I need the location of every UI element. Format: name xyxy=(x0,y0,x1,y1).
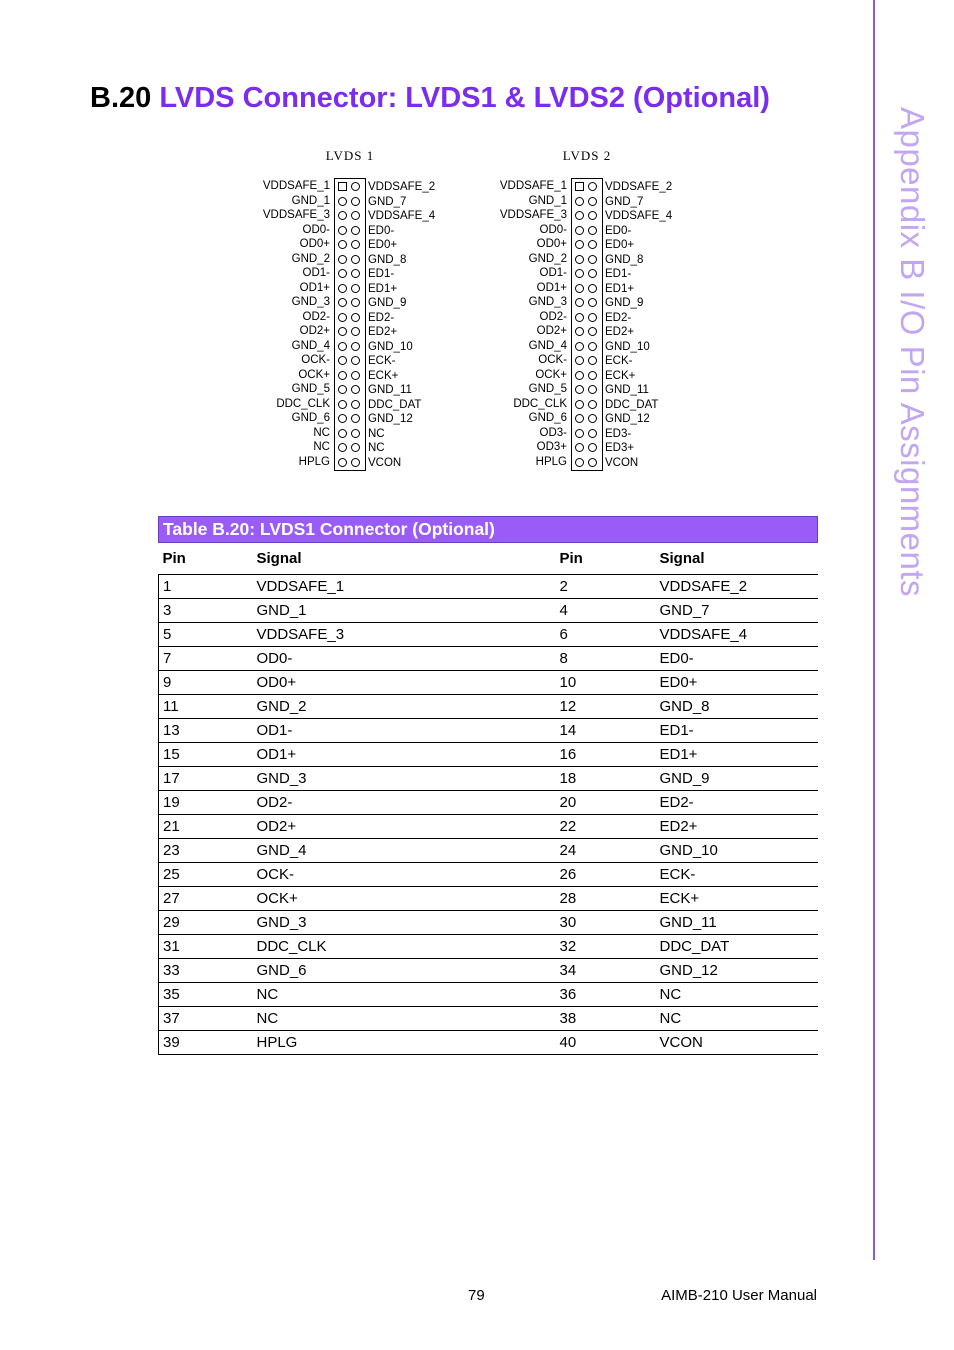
pin-label-left: OD1+ xyxy=(299,281,330,294)
table-row xyxy=(159,935,819,959)
pin-label-right: ED1- xyxy=(605,268,632,280)
table-row xyxy=(159,695,819,719)
pin-26 xyxy=(588,356,597,365)
table-cell: DDC_DAT xyxy=(656,935,819,959)
pin-label-left: OD3- xyxy=(539,426,567,439)
pin-36 xyxy=(351,429,360,438)
pin-label-right: GND_10 xyxy=(368,340,413,353)
pin-16 xyxy=(588,284,597,293)
table-cell: GND_12 xyxy=(656,959,819,983)
pin-label-right: GND_11 xyxy=(605,384,649,396)
pin-40 xyxy=(351,458,360,467)
pin-label-right: ECK- xyxy=(605,355,633,367)
pin-label-left: GND_5 xyxy=(528,383,567,395)
pin-2 xyxy=(588,182,597,191)
pin-label-left: VDDSAFE_1 xyxy=(499,180,567,192)
pin-14 xyxy=(588,269,597,278)
table-cell: 15 xyxy=(159,743,253,767)
pin-label-left: GND_3 xyxy=(528,296,567,308)
pin-5 xyxy=(575,211,584,220)
pin-18 xyxy=(351,298,360,307)
pin-25 xyxy=(338,356,347,365)
table-cell: VDDSAFE_1 xyxy=(253,575,556,599)
pin-label-right: ECK+ xyxy=(368,369,399,382)
lvds1-header-outline xyxy=(334,178,366,471)
pin-label-right: ED2- xyxy=(605,311,632,324)
table-cell: OD0- xyxy=(253,647,556,671)
column-header: Pin xyxy=(556,543,656,575)
pin-37 xyxy=(338,443,347,452)
pin-38 xyxy=(351,443,360,452)
pin-37 xyxy=(575,443,584,452)
pin-label-left: GND_2 xyxy=(528,252,567,265)
pin-15 xyxy=(575,284,584,293)
pin-label-left: OD2+ xyxy=(299,325,330,337)
pin-29 xyxy=(338,385,347,394)
pin-label-left: OCK- xyxy=(301,354,330,366)
pin-label-right: VDDSAFE_2 xyxy=(368,181,436,193)
pin-label-left: NC xyxy=(313,441,330,453)
table-cell: 35 xyxy=(159,983,253,1007)
table-row xyxy=(159,815,819,839)
lvds2-header-outline xyxy=(571,178,603,471)
section-number: B.20 xyxy=(90,82,152,114)
table-header xyxy=(159,543,819,575)
table-cell: VDDSAFE_4 xyxy=(656,623,819,647)
table-cell: VCON xyxy=(656,1031,819,1055)
pin-label-right: ED1+ xyxy=(368,282,398,295)
pin-label-left: OD2- xyxy=(302,310,330,323)
pin-19 xyxy=(338,313,347,322)
pin-22 xyxy=(588,327,597,336)
table-cell: 10 xyxy=(556,671,656,695)
pin-31 xyxy=(575,400,584,409)
table-cell: OCK+ xyxy=(253,887,556,911)
pin-label-right: GND_10 xyxy=(605,340,650,353)
table-cell: 38 xyxy=(556,1007,656,1031)
table-cell: GND_3 xyxy=(253,767,556,791)
pin-13 xyxy=(575,269,584,278)
pin-label-right: NC xyxy=(368,442,385,454)
pin-label-right: DDC_DAT xyxy=(368,398,422,411)
pin-label-left: OD0- xyxy=(539,223,567,236)
pin-label-left: OD1- xyxy=(302,267,330,279)
pin-8 xyxy=(351,226,360,235)
page-number: 79 xyxy=(468,1287,485,1304)
pin-34 xyxy=(351,414,360,423)
table-cell: ED0+ xyxy=(656,671,819,695)
table-cell: 8 xyxy=(556,647,656,671)
table-row xyxy=(159,839,819,863)
pin-label-left: OD3+ xyxy=(536,441,567,453)
table-row xyxy=(159,575,819,599)
table-cell: GND_7 xyxy=(656,599,819,623)
pin-16 xyxy=(351,284,360,293)
table-row xyxy=(159,719,819,743)
pin-4 xyxy=(588,197,597,206)
pin-label-left: DDC_CLK xyxy=(276,397,330,410)
pin-label-left: OD1- xyxy=(539,267,567,279)
table-cell: VDDSAFE_2 xyxy=(656,575,819,599)
pin-35 xyxy=(575,429,584,438)
pin-34 xyxy=(588,414,597,423)
table-cell: 28 xyxy=(556,887,656,911)
pin-label-left: VDDSAFE_1 xyxy=(262,180,330,192)
pin-6 xyxy=(351,211,360,220)
pin-6 xyxy=(588,211,597,220)
table-cell: HPLG xyxy=(253,1031,556,1055)
table-cell: 5 xyxy=(159,623,253,647)
pin-label-right: ED2+ xyxy=(605,326,635,338)
pin-label-right: ECK+ xyxy=(605,369,636,382)
pin-label-right: VDDSAFE_4 xyxy=(605,210,673,222)
table-cell: VDDSAFE_3 xyxy=(253,623,556,647)
table-cell: 36 xyxy=(556,983,656,1007)
pin-label-right: ED3+ xyxy=(605,442,635,454)
pin-9 xyxy=(338,240,347,249)
pin-label-left: GND_4 xyxy=(291,339,330,352)
pin-label-right: ED1+ xyxy=(605,282,635,295)
pin-label-right: GND_9 xyxy=(368,297,407,309)
pin-4 xyxy=(351,197,360,206)
table-cell: GND_4 xyxy=(253,839,556,863)
table-cell: OD2- xyxy=(253,791,556,815)
pin-label-left: DDC_CLK xyxy=(513,397,567,410)
pin-7 xyxy=(338,226,347,235)
pin-label-left: OD2- xyxy=(539,310,567,323)
pin-label-left: GND_6 xyxy=(291,412,330,424)
section-title: LVDS Connector: LVDS1 & LVDS2 (Optional) xyxy=(159,82,770,114)
table-row xyxy=(159,1007,819,1031)
table-cell: OD1+ xyxy=(253,743,556,767)
side-rule xyxy=(873,0,875,1260)
pin-label-left: OCK+ xyxy=(298,368,330,381)
pin-36 xyxy=(588,429,597,438)
table-cell: NC xyxy=(656,983,819,1007)
pin-label-right: DDC_DAT xyxy=(605,398,659,411)
table-row xyxy=(159,743,819,767)
table-cell: ED1+ xyxy=(656,743,819,767)
pin-label-right: GND_7 xyxy=(368,195,407,208)
table-title: Table B.20: LVDS1 Connector (Optional) xyxy=(158,516,818,543)
table-row xyxy=(159,623,819,647)
table-cell: ECK+ xyxy=(656,887,819,911)
pin-8 xyxy=(588,226,597,235)
table-cell: GND_8 xyxy=(656,695,819,719)
table-cell: 12 xyxy=(556,695,656,719)
page-title xyxy=(90,82,770,115)
table-cell: NC xyxy=(253,983,556,1007)
pin-label-left: GND_3 xyxy=(291,296,330,308)
pin-11 xyxy=(338,255,347,264)
pin-label-left: GND_5 xyxy=(291,383,330,395)
table-cell: 40 xyxy=(556,1031,656,1055)
pin-28 xyxy=(351,371,360,380)
pin-3 xyxy=(338,197,347,206)
table-cell: 34 xyxy=(556,959,656,983)
pin-label-left: VDDSAFE_3 xyxy=(499,209,567,221)
pin-27 xyxy=(338,371,347,380)
pin-label-right: GND_12 xyxy=(368,413,413,425)
table-row xyxy=(159,767,819,791)
side-title-text: Appendix B I/O Pin Assignments xyxy=(894,106,931,598)
table-cell: 25 xyxy=(159,863,253,887)
pin-39 xyxy=(338,458,347,467)
pin-24 xyxy=(351,342,360,351)
table-cell: 9 xyxy=(159,671,253,695)
table-cell: 31 xyxy=(159,935,253,959)
pin-24 xyxy=(588,342,597,351)
pin-label-right: ED2+ xyxy=(368,326,398,338)
table-cell: GND_1 xyxy=(253,599,556,623)
table-cell: 30 xyxy=(556,911,656,935)
pin-19 xyxy=(575,313,584,322)
table-cell: ED2- xyxy=(656,791,819,815)
pin-5 xyxy=(338,211,347,220)
pin-label-right: ED2- xyxy=(368,311,395,324)
table-cell: 2 xyxy=(556,575,656,599)
pin-label-left: OCK- xyxy=(538,354,567,366)
table-cell: 13 xyxy=(159,719,253,743)
pin-label-left: VDDSAFE_3 xyxy=(262,209,330,221)
pin-10 xyxy=(351,240,360,249)
pin-label-right: GND_11 xyxy=(368,384,412,396)
table-cell: 1 xyxy=(159,575,253,599)
pin-label-left: GND_1 xyxy=(291,194,330,207)
pin-35 xyxy=(338,429,347,438)
table-cell: 6 xyxy=(556,623,656,647)
pin-39 xyxy=(575,458,584,467)
table-cell: 37 xyxy=(159,1007,253,1031)
pin-25 xyxy=(575,356,584,365)
pin-20 xyxy=(351,313,360,322)
pin-label-left: HPLG xyxy=(298,455,330,468)
table-cell: 16 xyxy=(556,743,656,767)
table-body xyxy=(159,575,819,1055)
pin-23 xyxy=(338,342,347,351)
table-cell: 26 xyxy=(556,863,656,887)
pin-label-right: ED0+ xyxy=(368,239,398,251)
pin-18 xyxy=(588,298,597,307)
pin-label-right: GND_9 xyxy=(605,297,644,309)
pin-label-left: OD1+ xyxy=(536,281,567,294)
table-cell: 32 xyxy=(556,935,656,959)
pin-label-right: VCON xyxy=(368,456,402,469)
pin-15 xyxy=(338,284,347,293)
pin-33 xyxy=(338,414,347,423)
table-cell: 11 xyxy=(159,695,253,719)
table-cell: ED2+ xyxy=(656,815,819,839)
pin-label-right: GND_8 xyxy=(605,253,644,266)
table-cell: 7 xyxy=(159,647,253,671)
pin-label-right: NC xyxy=(368,427,385,440)
table-cell: 33 xyxy=(159,959,253,983)
pin-label-left: GND_6 xyxy=(528,412,567,424)
table-cell: OD2+ xyxy=(253,815,556,839)
pin-label-right: VCON xyxy=(605,456,639,469)
pin-17 xyxy=(338,298,347,307)
pin-23 xyxy=(575,342,584,351)
pin-26 xyxy=(351,356,360,365)
pin-13 xyxy=(338,269,347,278)
pin-3 xyxy=(575,197,584,206)
pin-label-left: GND_1 xyxy=(528,194,567,207)
column-header: Signal xyxy=(656,543,819,575)
table-cell: GND_10 xyxy=(656,839,819,863)
table-cell: 14 xyxy=(556,719,656,743)
pin-31 xyxy=(338,400,347,409)
pin-28 xyxy=(588,371,597,380)
pin-label-left: OD0+ xyxy=(536,238,567,250)
pin-label-right: ED0- xyxy=(605,224,632,237)
pin-17 xyxy=(575,298,584,307)
pin-30 xyxy=(351,385,360,394)
table-cell: GND_3 xyxy=(253,911,556,935)
pin-label-right: GND_8 xyxy=(368,253,407,266)
pin-label-left: OCK+ xyxy=(535,368,567,381)
table-row xyxy=(159,671,819,695)
column-header: Signal xyxy=(253,543,556,575)
pin-29 xyxy=(575,385,584,394)
table-row xyxy=(159,959,819,983)
pin-32 xyxy=(351,400,360,409)
pin-table xyxy=(158,543,818,1055)
table-cell: 17 xyxy=(159,767,253,791)
pin-label-right: ED1- xyxy=(368,268,395,280)
pin-32 xyxy=(588,400,597,409)
pin-11 xyxy=(575,255,584,264)
pin-27 xyxy=(575,371,584,380)
pin-21 xyxy=(575,327,584,336)
pin-40 xyxy=(588,458,597,467)
table-cell: 22 xyxy=(556,815,656,839)
table-cell: 21 xyxy=(159,815,253,839)
lvds1-title: LVDS 1 xyxy=(325,148,375,163)
pin-label-left: OD2+ xyxy=(536,325,567,337)
pin-label-left: NC xyxy=(313,426,330,439)
table-cell: ED0- xyxy=(656,647,819,671)
pin-label-right: ED0+ xyxy=(605,239,635,251)
pin-label-right: ECK- xyxy=(368,355,396,367)
table-row xyxy=(159,1031,819,1055)
table-row xyxy=(159,911,819,935)
lvds2-title: LVDS 2 xyxy=(562,148,612,163)
pin-label-right: VDDSAFE_2 xyxy=(605,181,673,193)
pin-label-left: HPLG xyxy=(535,455,567,468)
table-cell: NC xyxy=(656,1007,819,1031)
pin-2 xyxy=(351,182,360,191)
table-row xyxy=(159,599,819,623)
pin-21 xyxy=(338,327,347,336)
pin-38 xyxy=(588,443,597,452)
pin-9 xyxy=(575,240,584,249)
table-cell: DDC_CLK xyxy=(253,935,556,959)
table-row xyxy=(159,647,819,671)
pin-label-left: GND_4 xyxy=(528,339,567,352)
pin-label-right: GND_7 xyxy=(605,195,644,208)
pin-20 xyxy=(588,313,597,322)
table-cell: ED1- xyxy=(656,719,819,743)
table-cell: 27 xyxy=(159,887,253,911)
table-row xyxy=(159,791,819,815)
table-cell: GND_9 xyxy=(656,767,819,791)
table-cell: GND_2 xyxy=(253,695,556,719)
table-cell: 3 xyxy=(159,599,253,623)
table-cell: OD0+ xyxy=(253,671,556,695)
pin-22 xyxy=(351,327,360,336)
pin-12 xyxy=(588,255,597,264)
table-cell: OD1- xyxy=(253,719,556,743)
table-cell: ECK- xyxy=(656,863,819,887)
table-cell: GND_11 xyxy=(656,911,819,935)
table-cell: 20 xyxy=(556,791,656,815)
pin-12 xyxy=(351,255,360,264)
table-cell: 18 xyxy=(556,767,656,791)
pin-33 xyxy=(575,414,584,423)
table-cell: 4 xyxy=(556,599,656,623)
pin-14 xyxy=(351,269,360,278)
pin-30 xyxy=(588,385,597,394)
table-row xyxy=(159,863,819,887)
table-cell: NC xyxy=(253,1007,556,1031)
manual-name: AIMB-210 User Manual xyxy=(661,1287,817,1304)
table-cell: OCK- xyxy=(253,863,556,887)
table-cell: GND_6 xyxy=(253,959,556,983)
table-cell: 29 xyxy=(159,911,253,935)
table-row xyxy=(159,887,819,911)
table-cell: 24 xyxy=(556,839,656,863)
pin-label-right: GND_12 xyxy=(605,413,650,425)
pin-label-right: ED0- xyxy=(368,224,395,237)
pin-1 xyxy=(575,182,584,191)
pin-label-left: OD0+ xyxy=(299,238,330,250)
pin-1 xyxy=(338,182,347,191)
table-cell: 23 xyxy=(159,839,253,863)
pin-label-left: GND_2 xyxy=(291,252,330,265)
pin-label-right: ED3- xyxy=(605,427,632,440)
pin-7 xyxy=(575,226,584,235)
table-cell: 19 xyxy=(159,791,253,815)
pin-label-right: VDDSAFE_4 xyxy=(368,210,436,222)
pin-label-left: OD0- xyxy=(302,223,330,236)
column-header: Pin xyxy=(159,543,253,575)
table-cell: 39 xyxy=(159,1031,253,1055)
pin-10 xyxy=(588,240,597,249)
table-row xyxy=(159,983,819,1007)
